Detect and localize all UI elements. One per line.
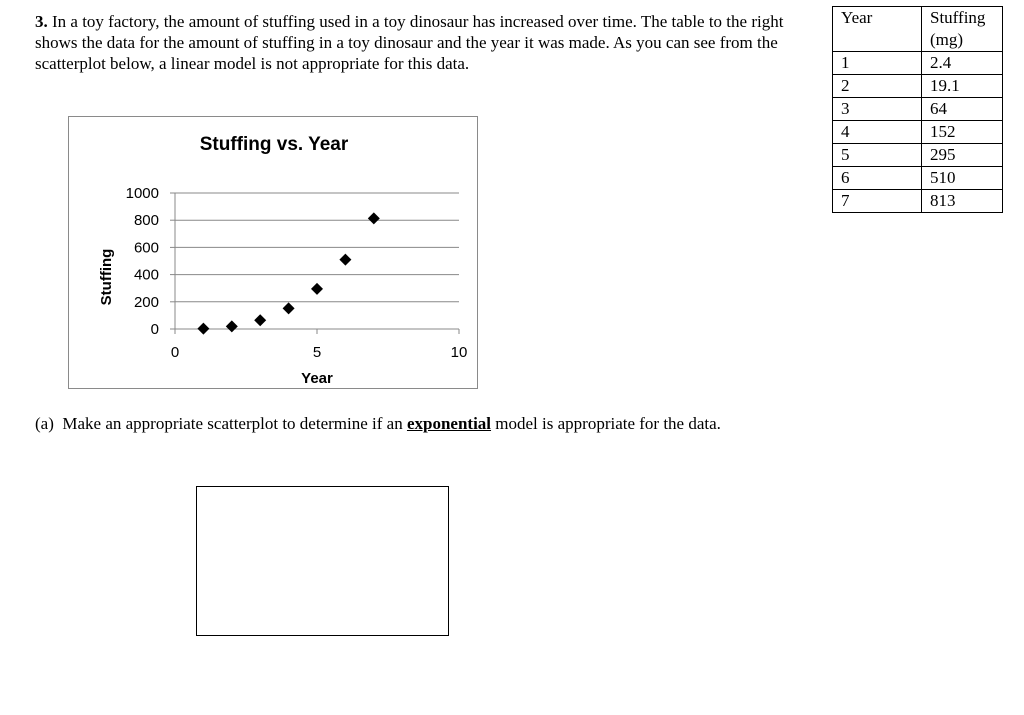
y-tick-label: 400 bbox=[133, 266, 159, 284]
y-tick-label: 800 bbox=[133, 212, 159, 230]
part-a-text-after: model is appropriate for the data. bbox=[495, 414, 721, 433]
table-header-year: Year bbox=[833, 7, 922, 52]
y-tick-labels bbox=[126, 185, 159, 338]
data-point bbox=[254, 314, 266, 326]
table-cell-stuffing: 813 bbox=[922, 190, 1003, 213]
table-cell-year: 7 bbox=[833, 190, 922, 213]
y-tick-label: 0 bbox=[150, 321, 159, 338]
table-row bbox=[833, 52, 1003, 75]
table-header-stuffing: Stuffing (mg) bbox=[922, 7, 1003, 52]
x-tick-label: 5 bbox=[312, 344, 322, 361]
table-cell-year: 5 bbox=[833, 144, 922, 167]
y-tick-label: 200 bbox=[133, 293, 159, 311]
data-table bbox=[832, 6, 1003, 213]
scatter-chart bbox=[68, 116, 478, 389]
table-row bbox=[833, 144, 1003, 167]
table-header-row bbox=[833, 7, 1003, 52]
data-point bbox=[368, 212, 380, 224]
table-cell-stuffing: 2.4 bbox=[922, 52, 1003, 75]
y-axis-title: Stuffing bbox=[98, 248, 115, 306]
problem-text: In a toy factory, the amount of stuffing used in a toy dinosaur has increased over time. The table to the right shows the data for the amount of stuffing in a toy dinosaur and the year it was made. As you can see from the scatterplot below, a linear model is not appropriate for this data. bbox=[35, 12, 784, 73]
x-tick-label: 0 bbox=[170, 344, 180, 361]
table-cell-stuffing: 510 bbox=[922, 167, 1003, 190]
problem-number: 3. bbox=[35, 12, 48, 31]
data-points bbox=[197, 212, 379, 334]
table-row bbox=[833, 98, 1003, 121]
table-cell-stuffing: 295 bbox=[922, 144, 1003, 167]
data-point bbox=[197, 323, 209, 335]
y-tick-label: 1000 bbox=[125, 185, 159, 202]
part-a-text-before: Make an appropriate scatterplot to determine if an bbox=[62, 414, 403, 433]
table-cell-year: 2 bbox=[833, 75, 922, 98]
table-cell-stuffing: 19.1 bbox=[922, 75, 1003, 98]
x-tick-label: 10 bbox=[450, 344, 468, 361]
data-point bbox=[226, 320, 238, 332]
part-a-emphasis: exponential bbox=[406, 414, 492, 433]
table-cell-year: 6 bbox=[833, 167, 922, 190]
table-cell-stuffing: 64 bbox=[922, 98, 1003, 121]
table-row bbox=[833, 190, 1003, 213]
table-cell-year: 3 bbox=[833, 98, 922, 121]
chart-svg bbox=[69, 117, 479, 390]
part-a-question bbox=[35, 413, 721, 435]
answer-box[interactable] bbox=[196, 486, 449, 636]
axes bbox=[170, 193, 459, 334]
data-point bbox=[283, 302, 295, 314]
table-cell-year: 4 bbox=[833, 121, 922, 144]
table-row bbox=[833, 75, 1003, 98]
x-axis-title: Year bbox=[301, 370, 333, 387]
chart-title: Stuffing vs. Year bbox=[199, 134, 349, 155]
table-cell-year: 1 bbox=[833, 52, 922, 75]
y-tick-label: 600 bbox=[133, 239, 159, 257]
part-a-label: (a) bbox=[35, 414, 54, 433]
data-point bbox=[339, 254, 351, 266]
table-row bbox=[833, 121, 1003, 144]
x-tick-labels bbox=[171, 344, 468, 361]
table-row bbox=[833, 167, 1003, 190]
table-cell-stuffing: 152 bbox=[922, 121, 1003, 144]
problem-statement bbox=[35, 11, 820, 74]
data-point bbox=[311, 283, 323, 295]
